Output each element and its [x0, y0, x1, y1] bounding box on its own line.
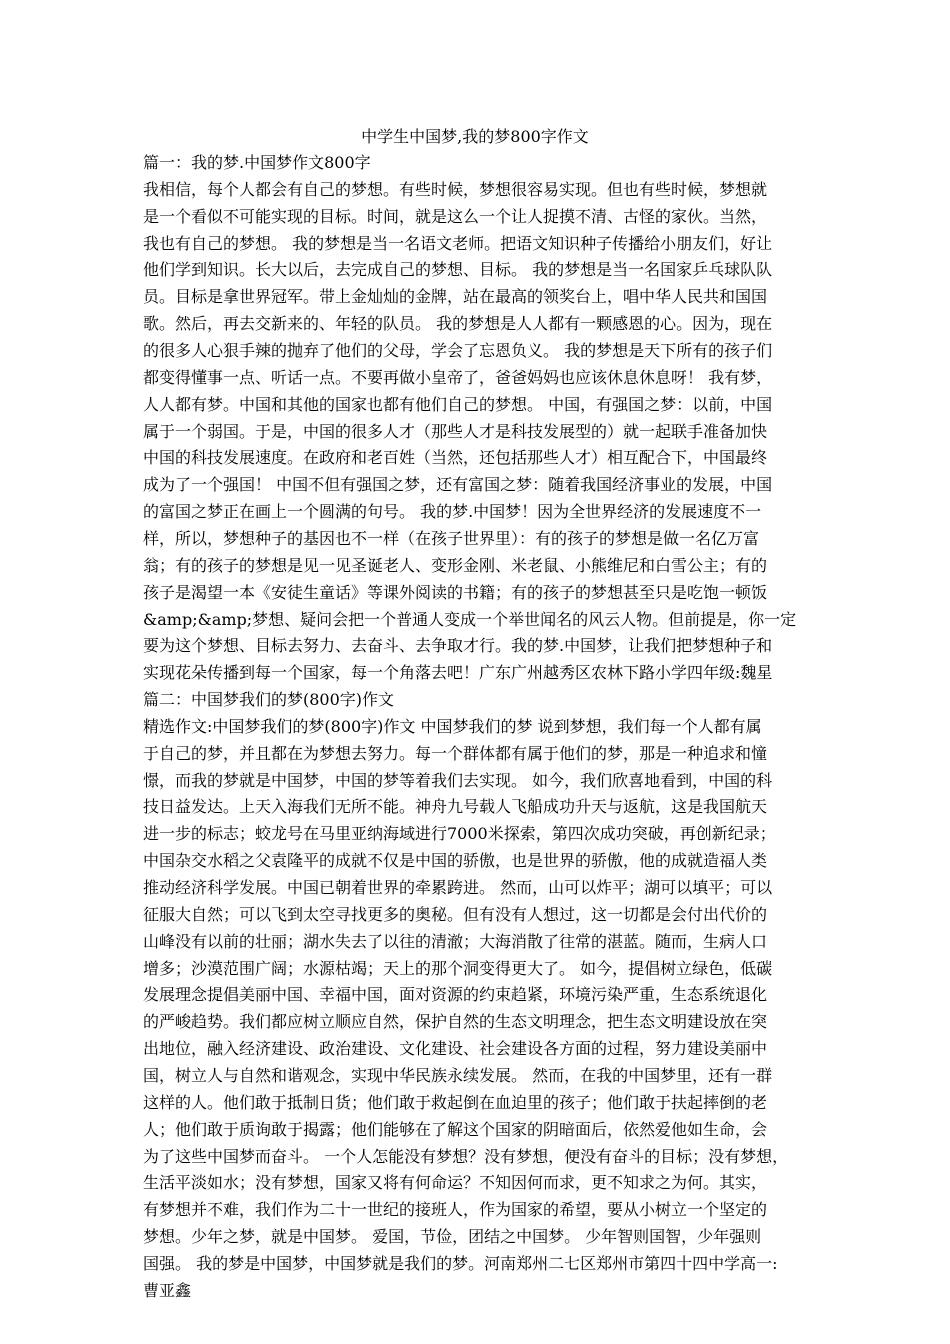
- text-line: 实现花朵传播到每一个国家，每一个角落去吧！广东广州越秀区农林下路小学四年级:魏星: [143, 663, 773, 683]
- text-line: 属于一个弱国。于是，中国的很多人才（那些人才是科技发展型的）就一起联手准备加快: [143, 421, 768, 441]
- text-line: 都变得懂事一点、听话一点。不要再做小皇帝了，爸爸妈妈也应该休息休息呀！ 我有梦，: [143, 367, 773, 387]
- text-line: 人；他们敢于质询敢于揭露；他们能够在了解这个国家的阴暗面后，依然爱他如生命，会: [143, 1119, 768, 1139]
- text-line: 曹亚鑫: [143, 1280, 192, 1300]
- text-line: 员。目标是拿世界冠军。带上金灿灿的金牌，站在最高的领奖台上，唱中华人民共和国国: [143, 287, 768, 307]
- text-line: 成为了一个强国！ 中国不但有强国之梦，还有富国之梦：随着我国经济事业的发展，中国: [143, 475, 773, 495]
- text-line: 国强。 我的梦是中国梦，中国梦就是我们的梦。河南郑州二七区郑州市第四十四中学高一:: [143, 1253, 778, 1273]
- text-line: 我相信，每个人都会有自己的梦想。有些时候，梦想很容易实现。但也有些时候，梦想就: [143, 179, 768, 199]
- text-line: 有梦想并不难，我们作为二十一世纪的接班人，作为国家的希望，要从小树立一个坚定的: [143, 1200, 768, 1220]
- text-line: 出地位，融入经济建设、政治建设、文化建设、社会建设各方面的过程，努力建设美丽中: [143, 1039, 768, 1059]
- text-line: 这样的人。他们敢于抵制日货；他们敢于救起倒在血迫里的孩子；他们敢于扶起摔倒的老: [143, 1092, 768, 1112]
- text-line: 是一个看似不可能实现的目标。时间，就是这么一个让人捉摸不清、古怪的家伙。当然，: [143, 206, 768, 226]
- document-title: 中学生中国梦,我的梦800字作文: [361, 127, 589, 146]
- text-line: 国，树立人与自然和谐观念，实现中华民族永续发展。 然而，在我的中国梦里，还有一群: [143, 1065, 773, 1085]
- text-line: 样，所以，梦想种子的基因也不一样（在孩子世界里）：有的孩子的梦想是做一名亿万富: [143, 528, 760, 548]
- text-line: 增多；沙漠范围广阔；水源枯竭；天上的那个洞变得更大了。 如今，提倡树立绿色，低碳: [143, 958, 773, 978]
- text-line: &amp;&amp;梦想、疑问会把一个普通人变成一个举世闻名的风云人物。但前提是，你一定: [143, 609, 797, 629]
- text-line: 歌。然后，再去交新来的、年轻的队员。 我的梦想是人人都有一颗感恩的心。因为，现在: [143, 314, 773, 334]
- text-line: 的很多人心狠手辣的抛弃了他们的父母，学会了忘恩负义。 我的梦想是天下所有的孩子们: [143, 341, 773, 360]
- text-line: 篇二：中国梦我们的梦(800字)作文: [143, 690, 395, 709]
- text-line: 中国杂交水稻之父袁隆平的成就不仅是中国的骄傲，也是世界的骄傲，他的成就造福人类: [143, 851, 768, 871]
- text-line: 的富国之梦正在画上一个圆满的句号。 我的梦.中国梦！因为全世界经济的发展速度不一: [143, 502, 762, 522]
- text-line: 发展理念提倡美丽中国、幸福中国，面对资源的约束趋紧，环境污染严重，生态系统退化: [143, 985, 768, 1005]
- text-line: 征服大自然；可以飞到太空寻找更多的奥秘。但有没有人想过，这一切都是会付出代价的: [143, 904, 768, 924]
- text-line: 技日益发达。上天入海我们无所不能。神舟九号载人飞船成功升天与返航，这是我国航天: [143, 797, 768, 817]
- text-line: 人人都有梦。中国和其他的国家也都有他们自己的梦想。 中国，有强国之梦：以前，中国: [143, 394, 773, 414]
- text-line: 梦想。少年之梦，就是中国梦。 爱国，节俭，团结之中国梦。 少年智则国智，少年强则: [143, 1227, 762, 1246]
- text-line: 我也有自己的梦想。 我的梦想是当一名语文老师。把语文知识种子传播给小朋友们，好让: [143, 233, 773, 253]
- text-line: 憬，而我的梦就是中国梦，中国的梦等着我们去实现。 如今，我们欣喜地看到，中国的科: [143, 770, 773, 790]
- text-line: 他们学到知识。长大以后，去完成自己的梦想、目标。 我的梦想是当一名国家乒乓球队队: [143, 260, 773, 280]
- text-line: 的严峻趋势。我们都应树立顺应自然，保护自然的生态文明理念，把生态文明建设放在突: [143, 1012, 768, 1032]
- text-line: 进一步的标志；蛟龙号在马里亚纳海域进行7000米探索，第四次成功突破，再创新纪录；: [143, 824, 776, 844]
- text-line: 于自己的梦，并且都在为梦想去努力。每一个群体都有属于他们的梦，那是一种追求和憧: [143, 743, 768, 763]
- text-line: 精选作文:中国梦我们的梦(800字)作文 中国梦我们的梦 说到梦想，我们每一个人都有属: [143, 716, 762, 736]
- text-line: 生活平淡如水；没有梦想，国家又将有何命运？不知因何而求，更不知求之为何。其实，: [143, 1173, 768, 1193]
- text-line: 中国的科技发展速度。在政府和老百姓（当然，还包括那些人才）相互配合下，中国最终: [143, 448, 768, 468]
- text-line: 翁；有的孩子的梦想是见一见圣诞老人、变形金刚、米老鼠、小熊维尼和白雪公主；有的: [143, 555, 768, 575]
- text-line: 为了这些中国梦而奋斗。 一个人怎能没有梦想？没有梦想，便没有奋斗的目标；没有梦想，: [143, 1146, 789, 1166]
- text-line: 要为这个梦想、目标去努力、去奋斗、去争取才行。我的梦.中国梦，让我们把梦想种子和: [143, 636, 773, 656]
- text-line: 篇一：我的梦.中国梦作文800字: [143, 153, 371, 172]
- text-line: 山峰没有以前的壮丽；湖水失去了以往的清澈；大海消散了往常的湛蓝。随而，生病人口: [143, 931, 768, 951]
- text-line: 推动经济科学发展。中国已朝着世界的牵累跨进。 然而，山可以炸平；湖可以填平；可以: [143, 878, 773, 897]
- text-line: 孩子是渴望一本《安徒生童话》等课外阅读的书籍；有的孩子的梦想甚至只是吃饱一顿饭: [143, 582, 768, 602]
